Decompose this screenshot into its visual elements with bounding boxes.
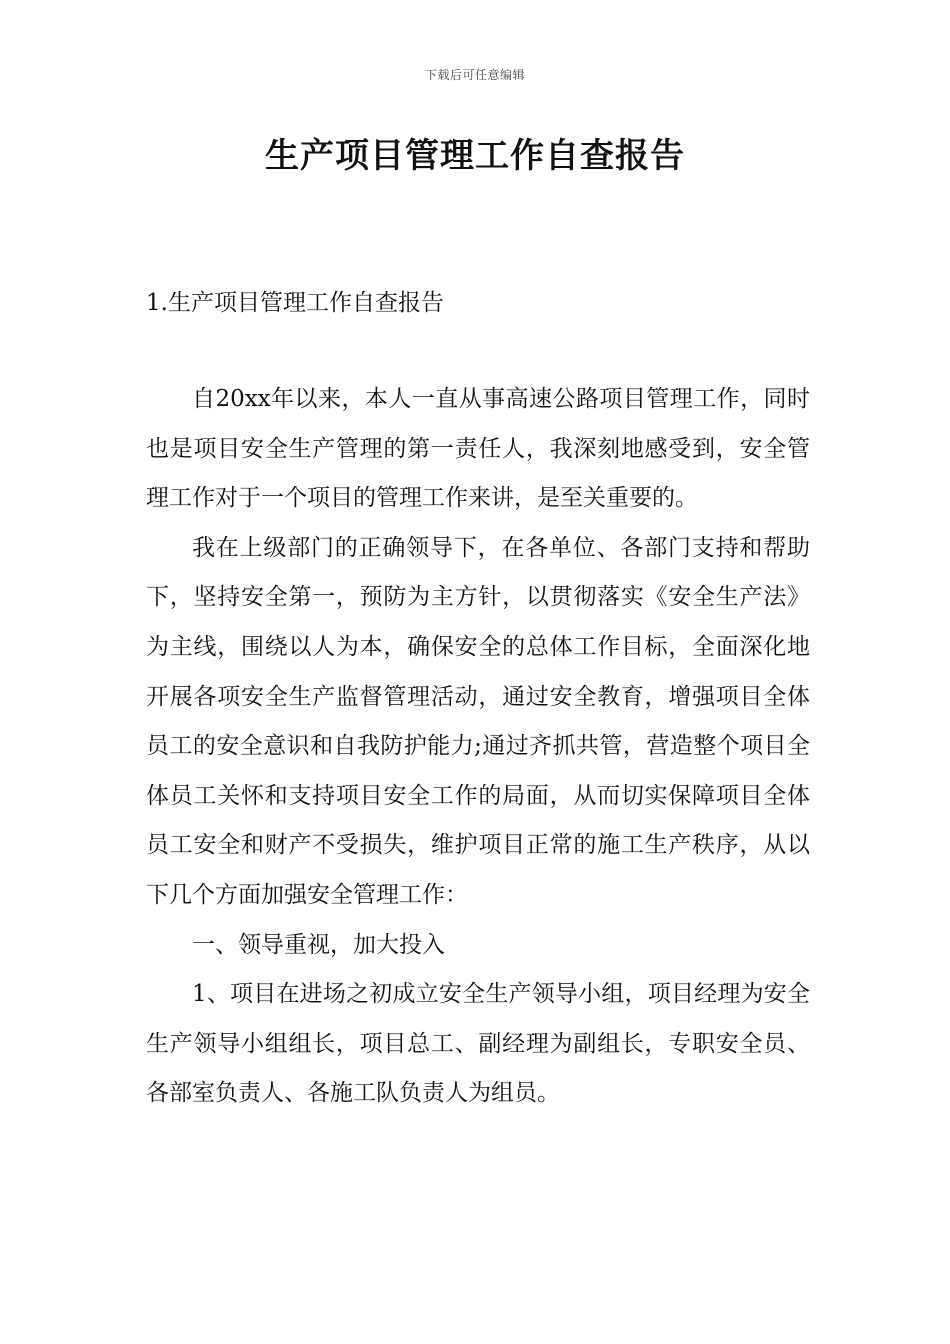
document-title: 生产项目管理工作自查报告: [265, 136, 685, 176]
body-text: [146, 375, 810, 1119]
section-heading: 1.生产项目管理工作自查报告: [146, 290, 444, 316]
paragraph-item-1: 1、项目在进场之初成立安全生产领导小组，项目经理为安全生产领导小组组长，项目总工、副经理为副组长，专职安全员、各部室负责人、各施工队负责人为组员。: [146, 981, 810, 1107]
header-note: 下载后可任意编辑: [424, 68, 525, 82]
paragraph-approach: 我在上级部门的正确领导下，在各单位、各部门支持和帮助下，坚持安全第一，预防为主方针，以贯彻落实《安全生产法》为主线，围绕以人为本，确保安全的总体工作目标，全面深化地开展各项安全生产监督管理活动，通过安全教育，增强项目全体员工的安全意识和自我防护能力;通过齐抓共管，营造整个项目全体员工关怀和支持项目安全工作的局面，从而切实保障项目全体员工安全和财产不受损失，维护项目正常的施工生产秩序，从以下几个方面加强安全管理工作：: [146, 534, 810, 908]
paragraph-intro: 自20xx年以来，本人一直从事高速公路项目管理工作，同时也是项目安全生产管理的第一责任人，我深刻地感受到，安全管理工作对于一个项目的管理工作来讲，是至关重要的。: [146, 386, 810, 512]
paragraph-subheading-leadership: 一、领导重视，加大投入: [192, 931, 445, 958]
